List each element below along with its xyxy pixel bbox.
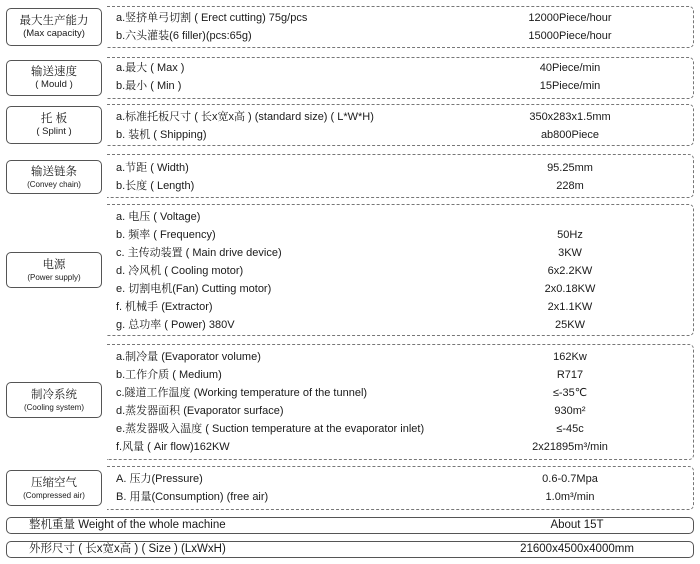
label-power-supply-zh: 电源 (42, 258, 66, 271)
spec-item: b.工作介质 ( Medium) (116, 369, 222, 381)
spec-item: a.节距 ( Width) (116, 162, 189, 174)
spec-row (110, 420, 690, 438)
spec-row (110, 27, 690, 45)
spec-value: 12000Piece/hour (528, 12, 612, 24)
spec-row (110, 77, 690, 95)
label-convey-chain (6, 160, 102, 194)
spec-row (110, 348, 690, 366)
spec-item: a.最大 ( Max ) (116, 62, 185, 74)
spec-value: 930m² (554, 405, 586, 417)
spec-row (110, 438, 690, 456)
label-max-capacity (6, 8, 102, 46)
weight-value: About 15T (550, 519, 604, 531)
dimensions-label: 外形尺寸 ( 长x宽x高 ) ( Size ) (LxWxH) (29, 543, 226, 555)
label-power-supply (6, 252, 102, 288)
spec-value: 2x0.18KW (544, 283, 596, 295)
spec-value: 2x1.1KW (547, 301, 593, 313)
spec-value: 95.25mm (547, 162, 593, 174)
label-splint (6, 106, 102, 144)
spec-row (110, 470, 690, 488)
spec-item: B. 用量(Consumption) (free air) (116, 491, 269, 503)
spec-item: c.隧道工作温度 (Working temperature of the tunnel) (116, 387, 368, 399)
spec-value: 3KW (558, 247, 582, 259)
spec-item: a.标准托板尺寸 ( 长x宽x高 ) (standard size) ( L*W*H) (116, 111, 374, 123)
spec-value: 15Piece/min (539, 80, 601, 92)
spec-row (110, 262, 690, 280)
label-compressed-air-zh: 压缩空气 (31, 476, 77, 489)
spec-value: 228m (556, 180, 584, 192)
spec-value: 25KW (555, 319, 585, 331)
spec-value: 40Piece/min (539, 62, 601, 74)
spec-row (110, 9, 690, 27)
spec-row (110, 159, 690, 177)
spec-row (110, 126, 690, 144)
label-convey-chain-zh: 输送链条 (31, 165, 77, 178)
spec-row (110, 366, 690, 384)
dimensions-value: 21600x4500x4000mm (520, 543, 634, 555)
label-max-capacity-zh: 最大生产能力 (19, 15, 89, 27)
dimensions-row (6, 541, 694, 558)
spec-item: A. 压力(Pressure) (116, 473, 203, 485)
spec-item: f.风量 ( Air flow)162KW (116, 441, 230, 453)
spec-item: d.蒸发器面积 (Evaporator surface) (116, 405, 284, 417)
spec-value: ≤-35℃ (552, 387, 588, 399)
spec-value: 6x2.2KW (547, 265, 593, 277)
label-splint-zh: 托 板 (40, 113, 68, 125)
spec-value: 50Hz (557, 229, 583, 241)
spec-item: b.六头灌装(6 filler)(pcs:65g) (116, 30, 252, 42)
spec-item: b.长度 ( Length) (116, 180, 195, 192)
weight-label: 整机重量 Weight of the whole machine (29, 519, 226, 531)
spec-row (110, 244, 690, 262)
weight-row (6, 517, 694, 534)
label-splint-en: ( Splint ) (36, 126, 72, 137)
label-mould-zh: 输送速度 (31, 66, 77, 78)
label-cooling-system (6, 382, 102, 418)
spec-item: b.最小 ( Min ) (116, 80, 182, 92)
spec-row (110, 177, 690, 195)
spec-item: g. 总功率 ( Power) 380V (116, 319, 235, 331)
label-compressed-air (6, 470, 102, 506)
spec-row (110, 402, 690, 420)
spec-item: c. 主传动装置 ( Main drive device) (116, 247, 282, 259)
spec-row (110, 316, 690, 334)
spec-value: 15000Piece/hour (528, 30, 612, 42)
spec-item: b. 频率 ( Frequency) (116, 229, 216, 241)
spec-item: b. 装机 ( Shipping) (116, 129, 207, 141)
spec-item: d. 冷风机 ( Cooling motor) (116, 265, 244, 277)
spec-row (110, 298, 690, 316)
spec-value: 1.0m³/min (545, 491, 595, 503)
spec-item: a. 电压 ( Voltage) (116, 211, 201, 223)
spec-value: 0.6-0.7Mpa (542, 473, 598, 485)
spec-item: e.蒸发器吸入温度 ( Suction temperature at the evaporator inlet) (116, 423, 425, 435)
spec-item: a.竖挤单弓切割 ( Erect cutting) 75g/pcs (116, 12, 308, 24)
spec-value: 2x21895m³/min (532, 441, 608, 453)
spec-item: f. 机械手 (Extractor) (116, 301, 213, 313)
spec-row (110, 226, 690, 244)
spec-value: ab800Piece (540, 129, 600, 141)
spec-item: a.制冷量 (Evaporator volume) (116, 351, 261, 363)
label-max-capacity-en: (Max capacity) (23, 28, 85, 39)
label-compressed-air-en: (Compressed air) (23, 490, 85, 500)
spec-value: 162Kw (553, 351, 587, 363)
spec-row (110, 208, 690, 226)
spec-row (110, 59, 690, 77)
label-mould (6, 60, 102, 96)
spec-row (110, 384, 690, 402)
spec-item: e. 切割电机(Fan) Cutting motor) (116, 283, 272, 295)
spec-row (110, 280, 690, 298)
spec-value: R717 (556, 369, 584, 381)
spec-row (110, 108, 690, 126)
label-cooling-system-zh: 制冷系统 (31, 388, 77, 401)
label-power-supply-en: (Power supply) (27, 272, 81, 282)
spec-row (110, 488, 690, 506)
label-mould-en: ( Mould ) (35, 79, 73, 90)
spec-value: ≤-45c (556, 423, 584, 435)
label-convey-chain-en: (Convey chain) (27, 179, 81, 189)
spec-value: 350x283x1.5mm (529, 111, 611, 123)
label-cooling-system-en: (Cooling system) (23, 402, 84, 412)
